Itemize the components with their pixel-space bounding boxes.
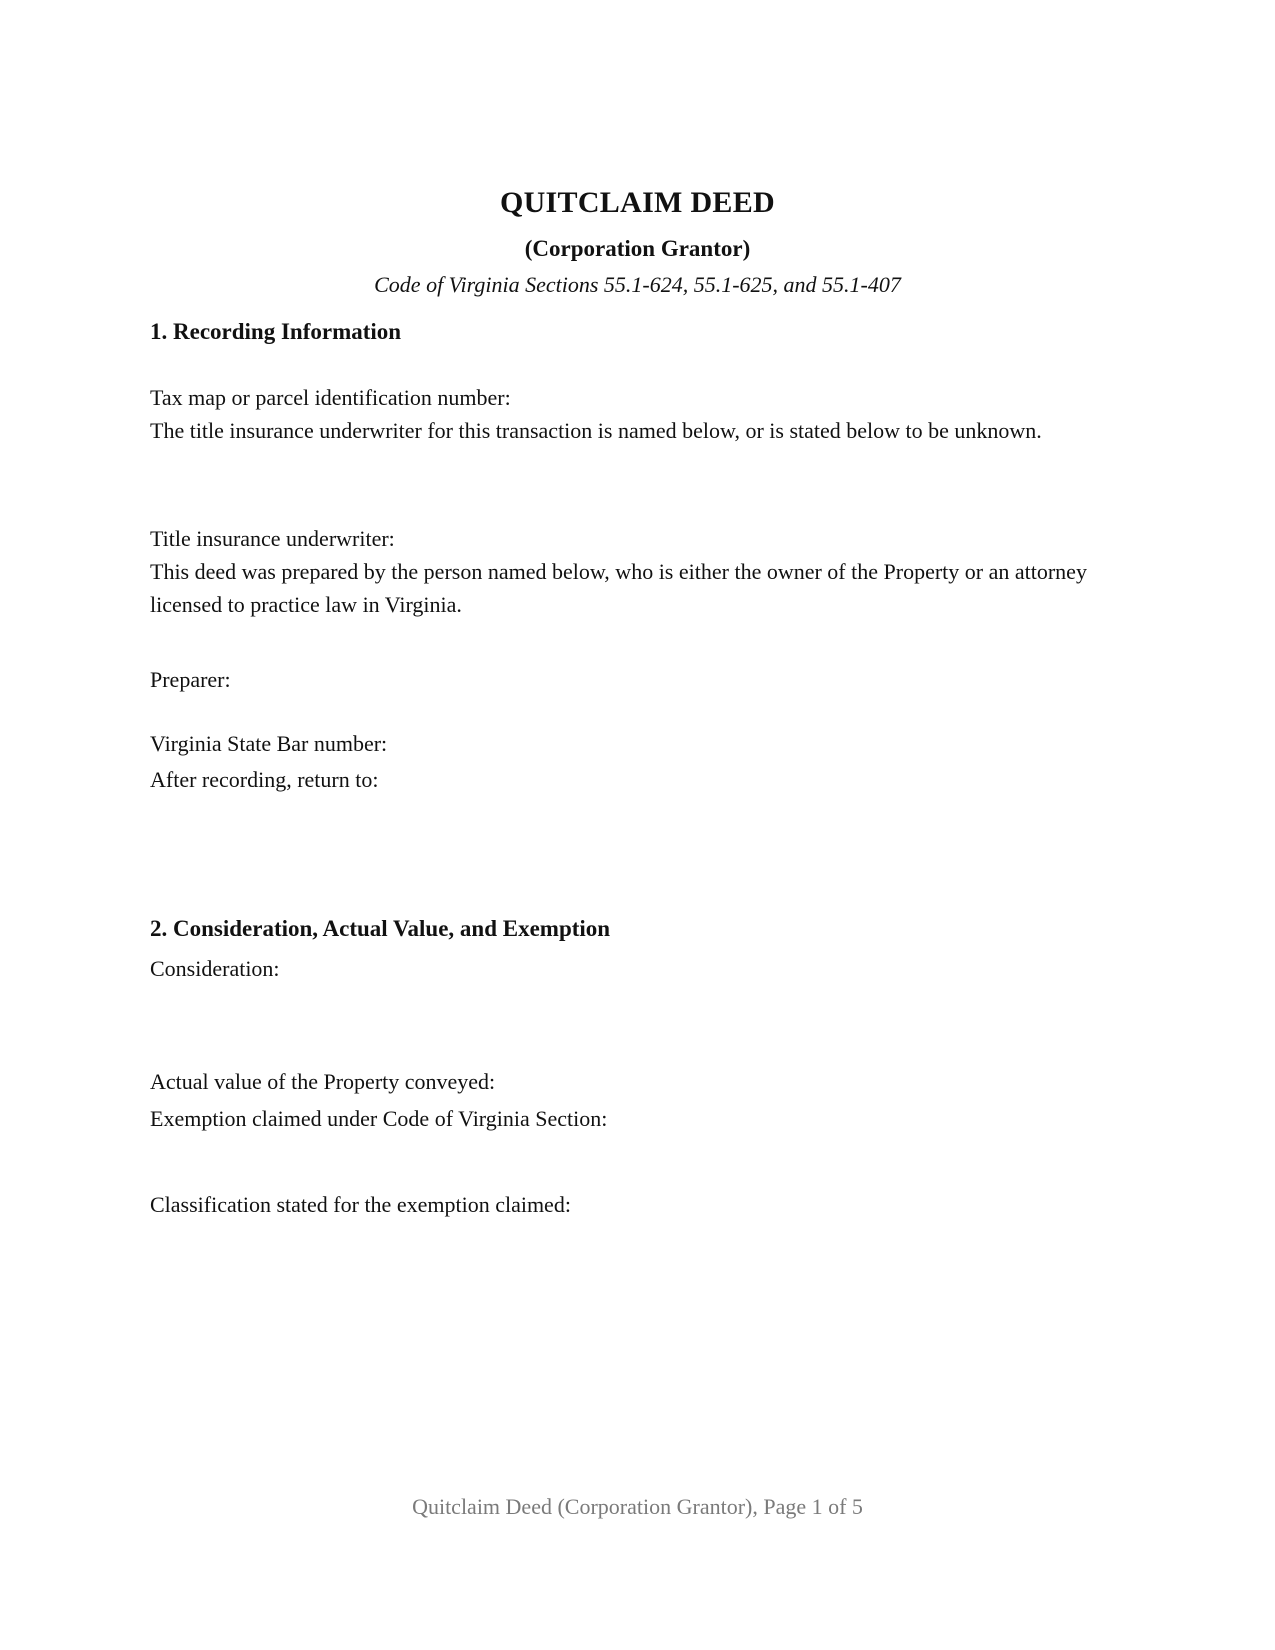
page-footer: Quitclaim Deed (Corporation Grantor), Page 1 of 5 xyxy=(412,1494,863,1519)
section-2-heading: 2. Consideration, Actual Value, and Exemption xyxy=(150,916,611,941)
exemption-label: Exemption claimed under Code of Virginia Section: xyxy=(150,1106,608,1131)
underwriter-statement: The title insurance underwriter for this transaction is named below, or is stated below to be unknown. xyxy=(150,418,1042,443)
preparer-statement: This deed was prepared by the person named below, who is either the owner of the Property or an attorney licensed to practice law in Virginia. xyxy=(150,559,1087,617)
underwriter-label: Title insurance underwriter: xyxy=(150,526,395,551)
consideration-label: Consideration: xyxy=(150,956,280,981)
statute-reference: Code of Virginia Sections 55.1-624, 55.1-625, and 55.1-407 xyxy=(374,272,901,297)
tax-map-label: Tax map or parcel identification number: xyxy=(150,385,511,410)
classification-label: Classification stated for the exemption claimed: xyxy=(150,1192,571,1217)
actual-value-label: Actual value of the Property conveyed: xyxy=(150,1069,496,1094)
document-subtitle: (Corporation Grantor) xyxy=(524,236,751,261)
return-to-label: After recording, return to: xyxy=(150,767,379,792)
document-title: QUITCLAIM DEED xyxy=(499,186,776,219)
section-1-heading: 1. Recording Information xyxy=(150,319,402,344)
preparer-label: Preparer: xyxy=(150,667,231,692)
bar-number-label: Virginia State Bar number: xyxy=(150,731,388,756)
